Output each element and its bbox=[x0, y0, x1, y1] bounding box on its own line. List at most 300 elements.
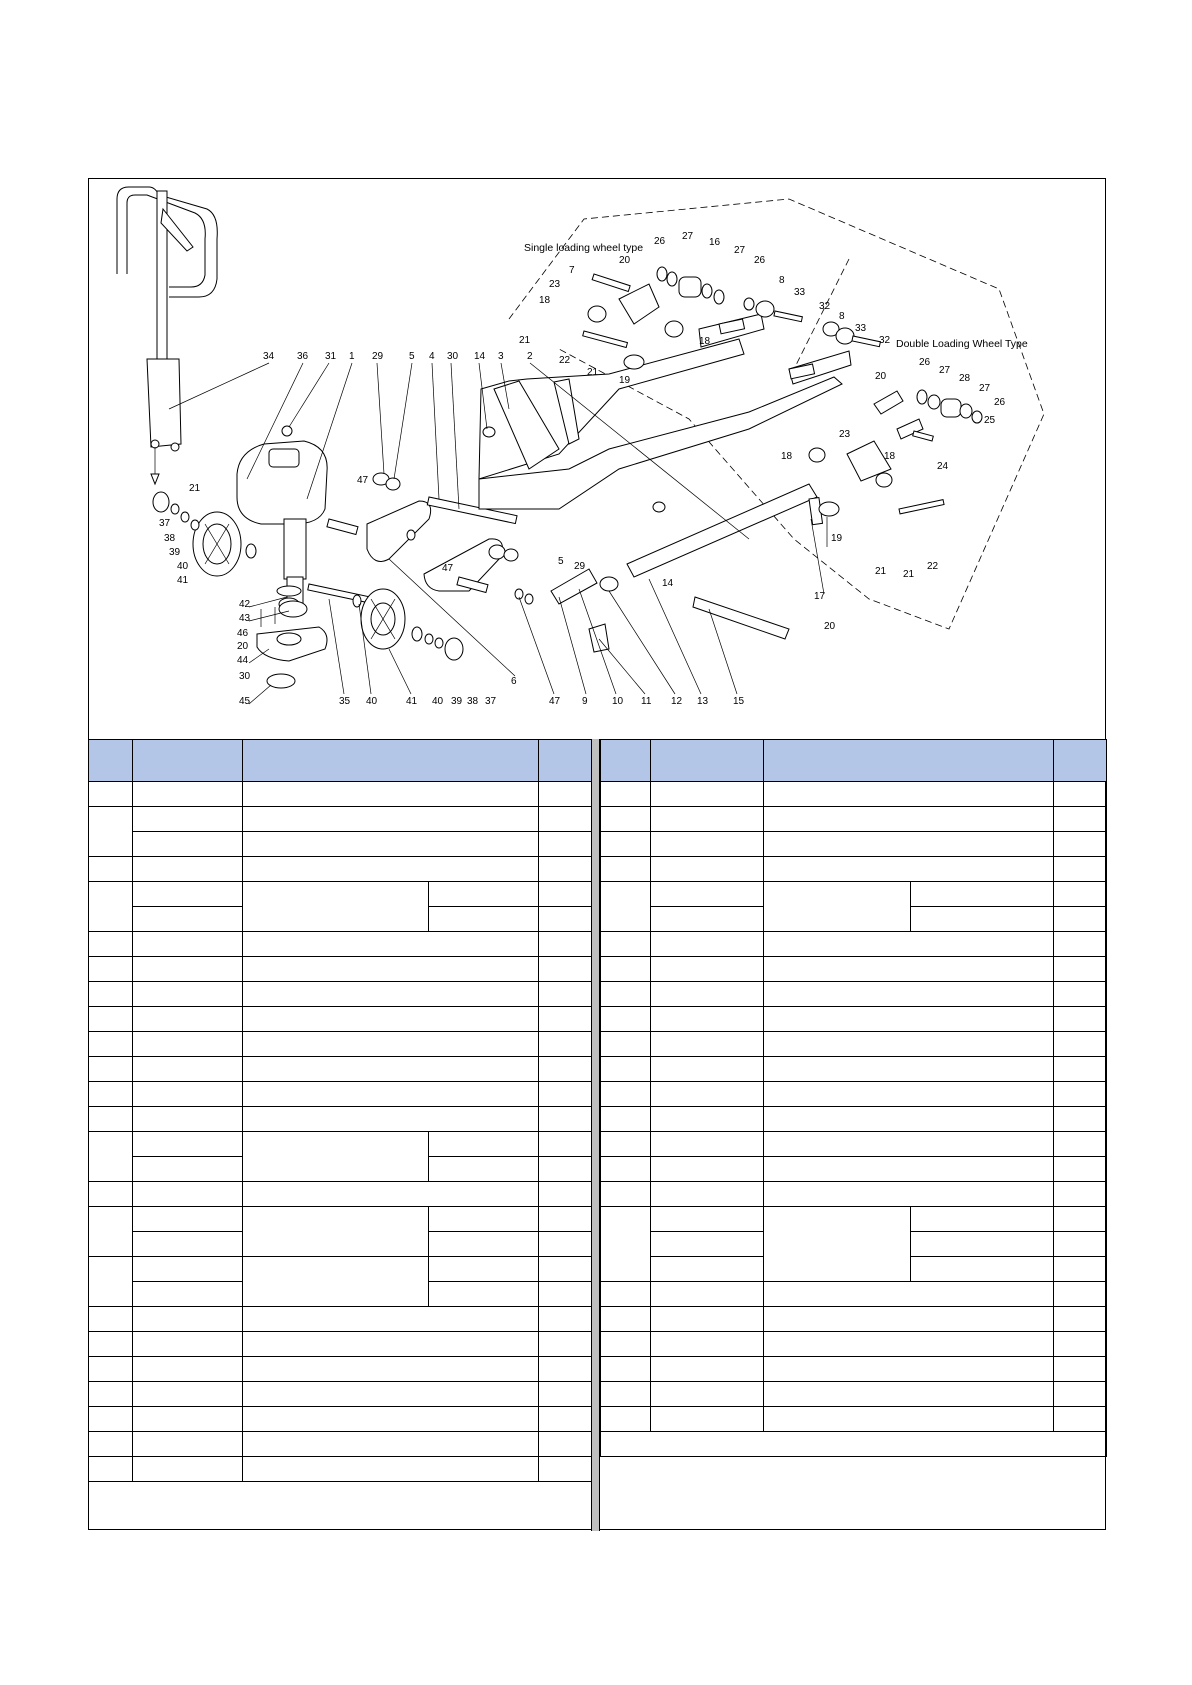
table-cell bbox=[539, 1082, 592, 1107]
handle-assembly bbox=[117, 187, 217, 484]
table-cell bbox=[911, 882, 1054, 907]
table-cell bbox=[89, 782, 133, 807]
table-row bbox=[89, 1307, 592, 1332]
table-row bbox=[89, 1357, 592, 1382]
callout-46: 46 bbox=[237, 628, 249, 639]
table-cell bbox=[764, 1157, 1054, 1182]
table-cell bbox=[89, 1332, 133, 1357]
table-cell bbox=[133, 1307, 243, 1332]
table-cell bbox=[133, 1182, 243, 1207]
callout-38b: 38 bbox=[467, 696, 479, 707]
table-cell bbox=[133, 832, 243, 857]
table-cell bbox=[601, 782, 651, 807]
table-cell bbox=[1054, 1332, 1107, 1357]
callout-7: 7 bbox=[569, 265, 575, 276]
table-row bbox=[89, 932, 592, 957]
table-cell bbox=[243, 1432, 539, 1457]
callout-13: 13 bbox=[697, 696, 709, 707]
table-cell bbox=[1054, 932, 1107, 957]
callout-40: 40 bbox=[177, 561, 189, 572]
table-cell bbox=[539, 882, 592, 907]
fork-frame bbox=[479, 314, 851, 512]
table-row bbox=[89, 882, 592, 907]
callout-37: 37 bbox=[159, 518, 171, 529]
table-cell bbox=[539, 907, 592, 932]
table-cell bbox=[1054, 1107, 1107, 1132]
table-cell bbox=[539, 1032, 592, 1057]
table-cell bbox=[539, 1432, 592, 1457]
table-cell bbox=[539, 1207, 592, 1232]
table-cell bbox=[601, 740, 651, 782]
table-row bbox=[89, 782, 592, 807]
table-cell bbox=[1054, 907, 1107, 932]
callout-26b: 26 bbox=[754, 255, 766, 266]
callout-35: 35 bbox=[339, 696, 351, 707]
table-cell bbox=[243, 1207, 429, 1257]
callout-32b: 32 bbox=[879, 335, 891, 346]
table-row bbox=[89, 1457, 592, 1482]
table-cell bbox=[601, 1432, 1107, 1457]
table-cell bbox=[133, 1057, 243, 1082]
callout-25: 25 bbox=[984, 415, 996, 426]
single-wheel-type-title: Single loading wheel type bbox=[524, 242, 644, 254]
callout-41: 41 bbox=[177, 575, 189, 586]
callout-22b: 22 bbox=[927, 561, 939, 572]
callout-31: 31 bbox=[325, 351, 337, 362]
table-cell bbox=[243, 1082, 539, 1107]
table-cell bbox=[133, 1432, 243, 1457]
table-row bbox=[89, 1007, 592, 1032]
callout-41b: 41 bbox=[406, 696, 418, 707]
table-cell bbox=[243, 1132, 429, 1182]
table-cell bbox=[133, 1357, 243, 1382]
table-cell bbox=[243, 1182, 539, 1207]
table-cell bbox=[1054, 1282, 1107, 1307]
table-cell bbox=[601, 1157, 651, 1182]
callout-33a: 33 bbox=[794, 287, 806, 298]
table-cell bbox=[89, 857, 133, 882]
table-cell bbox=[243, 882, 429, 932]
table-cell bbox=[243, 1257, 429, 1307]
table-cell bbox=[133, 1332, 243, 1357]
table-cell bbox=[539, 1382, 592, 1407]
table-cell bbox=[539, 1107, 592, 1132]
table-cell bbox=[651, 1057, 764, 1082]
table-cell bbox=[601, 882, 651, 932]
callout-5b: 5 bbox=[558, 556, 564, 567]
table-cell bbox=[651, 1257, 764, 1282]
table-cell bbox=[539, 1307, 592, 1332]
table-row bbox=[89, 832, 592, 857]
table-cell bbox=[539, 1407, 592, 1432]
table-cell bbox=[539, 1257, 592, 1282]
callout-26d: 26 bbox=[994, 397, 1006, 408]
table-cell bbox=[429, 1132, 539, 1157]
callout-27c: 27 bbox=[939, 365, 951, 376]
callout-8a: 8 bbox=[779, 275, 785, 286]
table-cell bbox=[429, 1232, 539, 1257]
table-row bbox=[601, 1357, 1107, 1382]
table-row bbox=[601, 857, 1107, 882]
table-cell bbox=[429, 882, 539, 907]
table-cell bbox=[539, 832, 592, 857]
parts-table-right bbox=[600, 739, 1107, 1457]
table-cell bbox=[651, 740, 764, 782]
table-divider bbox=[591, 739, 600, 1531]
table-cell bbox=[133, 740, 243, 782]
callout-27d: 27 bbox=[979, 383, 991, 394]
table-row bbox=[89, 1382, 592, 1407]
callout-44: 44 bbox=[237, 655, 249, 666]
callout-3: 3 bbox=[498, 351, 504, 362]
callout-9: 9 bbox=[582, 696, 588, 707]
table-cell bbox=[133, 1082, 243, 1107]
callout-29: 29 bbox=[372, 351, 384, 362]
hydraulic-pump bbox=[237, 426, 327, 610]
table-cell bbox=[764, 1357, 1054, 1382]
table-cell bbox=[89, 1207, 133, 1257]
table-cell bbox=[133, 982, 243, 1007]
table-cell bbox=[651, 1032, 764, 1057]
callout-30: 30 bbox=[447, 351, 459, 362]
table-cell bbox=[651, 1157, 764, 1182]
table-row bbox=[89, 957, 592, 982]
table-cell bbox=[539, 932, 592, 957]
callout-27a: 27 bbox=[682, 231, 694, 242]
table-cell bbox=[243, 957, 539, 982]
table-cell bbox=[1054, 1232, 1107, 1257]
table-cell bbox=[651, 1182, 764, 1207]
table-row bbox=[601, 1032, 1107, 1057]
table-cell bbox=[243, 932, 539, 957]
table-cell bbox=[539, 1132, 592, 1157]
table-cell bbox=[601, 1057, 651, 1082]
callout-39b: 39 bbox=[451, 696, 463, 707]
table-cell bbox=[764, 1182, 1054, 1207]
table-cell bbox=[89, 1307, 133, 1332]
table-cell bbox=[601, 1332, 651, 1357]
table-cell bbox=[243, 807, 539, 832]
table-cell bbox=[1054, 782, 1107, 807]
table-cell bbox=[133, 1132, 243, 1157]
table-row bbox=[89, 1032, 592, 1057]
table-cell bbox=[133, 1282, 243, 1307]
table-cell bbox=[764, 957, 1054, 982]
callout-42: 42 bbox=[239, 599, 251, 610]
double-wheel-type-title: Double Loading Wheel Type bbox=[896, 338, 1028, 350]
table-row bbox=[601, 882, 1107, 907]
callout-21d: 21 bbox=[875, 566, 887, 577]
table-cell bbox=[651, 957, 764, 982]
table-cell bbox=[651, 807, 764, 832]
callout-21e: 21 bbox=[903, 569, 915, 580]
table-cell bbox=[601, 1357, 651, 1382]
table-cell bbox=[539, 1182, 592, 1207]
table-cell bbox=[601, 857, 651, 882]
table-cell bbox=[1054, 1257, 1107, 1282]
table-row bbox=[601, 957, 1107, 982]
table-cell bbox=[243, 1407, 539, 1432]
table-cell bbox=[601, 1407, 651, 1432]
table-cell bbox=[89, 807, 133, 857]
table-cell bbox=[1054, 1407, 1107, 1432]
table-cell bbox=[651, 1307, 764, 1332]
table-cell bbox=[89, 957, 133, 982]
table-cell bbox=[539, 1057, 592, 1082]
table-cell bbox=[651, 1107, 764, 1132]
table-cell bbox=[764, 1282, 1054, 1307]
callout-14b: 14 bbox=[662, 578, 674, 589]
table-cell bbox=[539, 1232, 592, 1257]
table-cell bbox=[89, 1182, 133, 1207]
table-cell bbox=[911, 1232, 1054, 1257]
table-cell bbox=[89, 982, 133, 1007]
table-cell bbox=[651, 1407, 764, 1432]
callout-40b: 40 bbox=[366, 696, 378, 707]
callout-24: 24 bbox=[937, 461, 949, 472]
double-loading-wheel-parts bbox=[809, 322, 982, 516]
table-cell bbox=[243, 1032, 539, 1057]
table-cell bbox=[1054, 1057, 1107, 1082]
callout-21a: 21 bbox=[189, 483, 201, 494]
table-cell bbox=[601, 957, 651, 982]
callout-29b: 29 bbox=[574, 561, 586, 572]
table-cell bbox=[601, 1207, 651, 1282]
table-header-row bbox=[89, 740, 592, 782]
table-cell bbox=[1054, 882, 1107, 907]
table-row bbox=[89, 1107, 592, 1132]
table-cell bbox=[243, 1332, 539, 1357]
table-cell bbox=[764, 932, 1054, 957]
table-cell bbox=[539, 1282, 592, 1307]
callout-6: 6 bbox=[511, 676, 517, 687]
table-cell bbox=[89, 1257, 133, 1307]
callout-28: 28 bbox=[959, 373, 971, 384]
callout-1: 1 bbox=[349, 351, 355, 362]
table-cell bbox=[89, 1132, 133, 1182]
callout-39: 39 bbox=[169, 547, 181, 558]
table-cell bbox=[651, 1007, 764, 1032]
table-cell bbox=[764, 1032, 1054, 1057]
callout-26c: 26 bbox=[919, 357, 931, 368]
table-cell bbox=[601, 1007, 651, 1032]
table-cell bbox=[243, 1307, 539, 1332]
table-cell bbox=[1054, 857, 1107, 882]
table-cell bbox=[1054, 1382, 1107, 1407]
table-cell bbox=[1054, 807, 1107, 832]
table-cell bbox=[764, 857, 1054, 882]
table-cell bbox=[133, 1157, 243, 1182]
table-cell bbox=[133, 1407, 243, 1432]
table-cell bbox=[764, 740, 1054, 782]
table-cell bbox=[651, 857, 764, 882]
table-cell bbox=[133, 957, 243, 982]
table-cell bbox=[89, 1007, 133, 1032]
table-cell bbox=[764, 1382, 1054, 1407]
table-cell bbox=[651, 1232, 764, 1257]
table-cell bbox=[429, 907, 539, 932]
table-cell bbox=[133, 1232, 243, 1257]
table-cell bbox=[651, 1382, 764, 1407]
table-cell bbox=[133, 907, 243, 932]
callout-11: 11 bbox=[641, 696, 652, 707]
table-cell bbox=[1054, 1357, 1107, 1382]
callout-22a: 22 bbox=[559, 355, 571, 366]
table-row bbox=[601, 1332, 1107, 1357]
callout-23b: 23 bbox=[839, 429, 851, 440]
callout-20b: 20 bbox=[824, 621, 836, 632]
table-cell bbox=[651, 1207, 764, 1232]
table-cell bbox=[601, 1282, 651, 1307]
table-cell bbox=[539, 1332, 592, 1357]
callout-40c: 40 bbox=[432, 696, 444, 707]
callout-45: 45 bbox=[239, 696, 251, 707]
table-cell bbox=[651, 932, 764, 957]
table-cell bbox=[89, 1107, 133, 1132]
callout-2: 2 bbox=[527, 351, 533, 362]
table-cell bbox=[764, 1307, 1054, 1332]
table-cell bbox=[764, 882, 911, 932]
table-cell bbox=[89, 882, 133, 932]
callout-37b: 37 bbox=[485, 696, 497, 707]
table-row bbox=[89, 982, 592, 1007]
table-cell bbox=[243, 1457, 539, 1482]
table-cell bbox=[1054, 1182, 1107, 1207]
table-header-row bbox=[601, 740, 1107, 782]
table-cell bbox=[133, 1382, 243, 1407]
table-cell bbox=[1054, 1157, 1107, 1182]
table-row bbox=[601, 782, 1107, 807]
table-row bbox=[601, 1007, 1107, 1032]
table-cell bbox=[133, 1007, 243, 1032]
table-cell bbox=[651, 1082, 764, 1107]
table-row bbox=[89, 807, 592, 832]
table-row bbox=[601, 1157, 1107, 1182]
table-cell bbox=[539, 957, 592, 982]
table-cell bbox=[539, 1157, 592, 1182]
table-cell bbox=[133, 882, 243, 907]
callout-33b: 33 bbox=[855, 323, 867, 334]
table-cell bbox=[89, 1457, 133, 1482]
table-cell bbox=[601, 1082, 651, 1107]
table-cell bbox=[1054, 1307, 1107, 1332]
table-cell bbox=[539, 1457, 592, 1482]
table-cell bbox=[651, 882, 764, 907]
table-cell bbox=[764, 982, 1054, 1007]
callout-43: 43 bbox=[239, 613, 251, 624]
table-row bbox=[89, 1082, 592, 1107]
table-row bbox=[601, 1407, 1107, 1432]
callout-20c: 20 bbox=[619, 255, 631, 266]
table-row bbox=[89, 1207, 592, 1232]
table-cell bbox=[764, 1007, 1054, 1032]
callout-19b: 19 bbox=[831, 533, 843, 544]
table-cell bbox=[1054, 982, 1107, 1007]
table-cell bbox=[243, 1382, 539, 1407]
table-cell bbox=[133, 932, 243, 957]
table-row bbox=[89, 1057, 592, 1082]
table-cell bbox=[601, 1032, 651, 1057]
table-cell bbox=[89, 1082, 133, 1107]
table-cell bbox=[243, 782, 539, 807]
table-cell bbox=[89, 1032, 133, 1057]
table-cell bbox=[601, 982, 651, 1007]
table-cell bbox=[539, 1357, 592, 1382]
table-cell bbox=[911, 1207, 1054, 1232]
table-cell bbox=[133, 1207, 243, 1232]
table-cell bbox=[601, 1307, 651, 1332]
table-cell bbox=[429, 1207, 539, 1232]
table-row bbox=[89, 857, 592, 882]
callout-21b: 21 bbox=[519, 335, 531, 346]
table-cell bbox=[133, 782, 243, 807]
table-cell bbox=[764, 782, 1054, 807]
table-row bbox=[601, 832, 1107, 857]
table-cell bbox=[601, 1182, 651, 1207]
table-cell bbox=[764, 1407, 1054, 1432]
table-cell bbox=[429, 1257, 539, 1282]
table-cell bbox=[651, 1132, 764, 1157]
table-cell bbox=[1054, 832, 1107, 857]
table-cell bbox=[243, 740, 539, 782]
callout-15: 15 bbox=[733, 696, 745, 707]
table-cell bbox=[133, 1457, 243, 1482]
table-cell bbox=[539, 982, 592, 1007]
table-cell bbox=[133, 1257, 243, 1282]
parts-table-left bbox=[88, 739, 592, 1482]
exploded-parts-drawing bbox=[89, 179, 1105, 739]
table-cell bbox=[764, 807, 1054, 832]
table-cell bbox=[601, 1107, 651, 1132]
table-cell bbox=[601, 1382, 651, 1407]
table-row bbox=[89, 1432, 592, 1457]
callout-38: 38 bbox=[164, 533, 176, 544]
table-cell bbox=[243, 982, 539, 1007]
callout-14: 14 bbox=[474, 351, 486, 362]
table-cell bbox=[911, 1257, 1054, 1282]
table-cell bbox=[651, 782, 764, 807]
table-cell bbox=[89, 740, 133, 782]
callout-26a: 26 bbox=[654, 236, 666, 247]
table-row bbox=[601, 807, 1107, 832]
table-cell bbox=[764, 1332, 1054, 1357]
callout-12: 12 bbox=[671, 696, 683, 707]
table-cell bbox=[601, 807, 651, 832]
table-row bbox=[601, 1282, 1107, 1307]
table-row bbox=[601, 982, 1107, 1007]
table-cell bbox=[1054, 1032, 1107, 1057]
table-row bbox=[601, 1132, 1107, 1157]
table-cell bbox=[243, 1107, 539, 1132]
callout-34: 34 bbox=[263, 351, 275, 362]
table-cell bbox=[651, 982, 764, 1007]
table-row bbox=[89, 1257, 592, 1282]
callout-32a: 32 bbox=[819, 301, 831, 312]
table-cell bbox=[764, 1207, 911, 1282]
callout-16: 16 bbox=[709, 237, 721, 248]
callout-47a: 47 bbox=[357, 475, 369, 486]
table-cell bbox=[1054, 1132, 1107, 1157]
callout-27b: 27 bbox=[734, 245, 746, 256]
table-row bbox=[89, 1182, 592, 1207]
table-cell bbox=[133, 1032, 243, 1057]
table-cell bbox=[764, 1057, 1054, 1082]
table-cell bbox=[243, 1007, 539, 1032]
table-cell bbox=[764, 1107, 1054, 1132]
table-row-empty bbox=[601, 1432, 1107, 1457]
callout-5: 5 bbox=[409, 351, 415, 362]
table-cell bbox=[601, 1132, 651, 1157]
